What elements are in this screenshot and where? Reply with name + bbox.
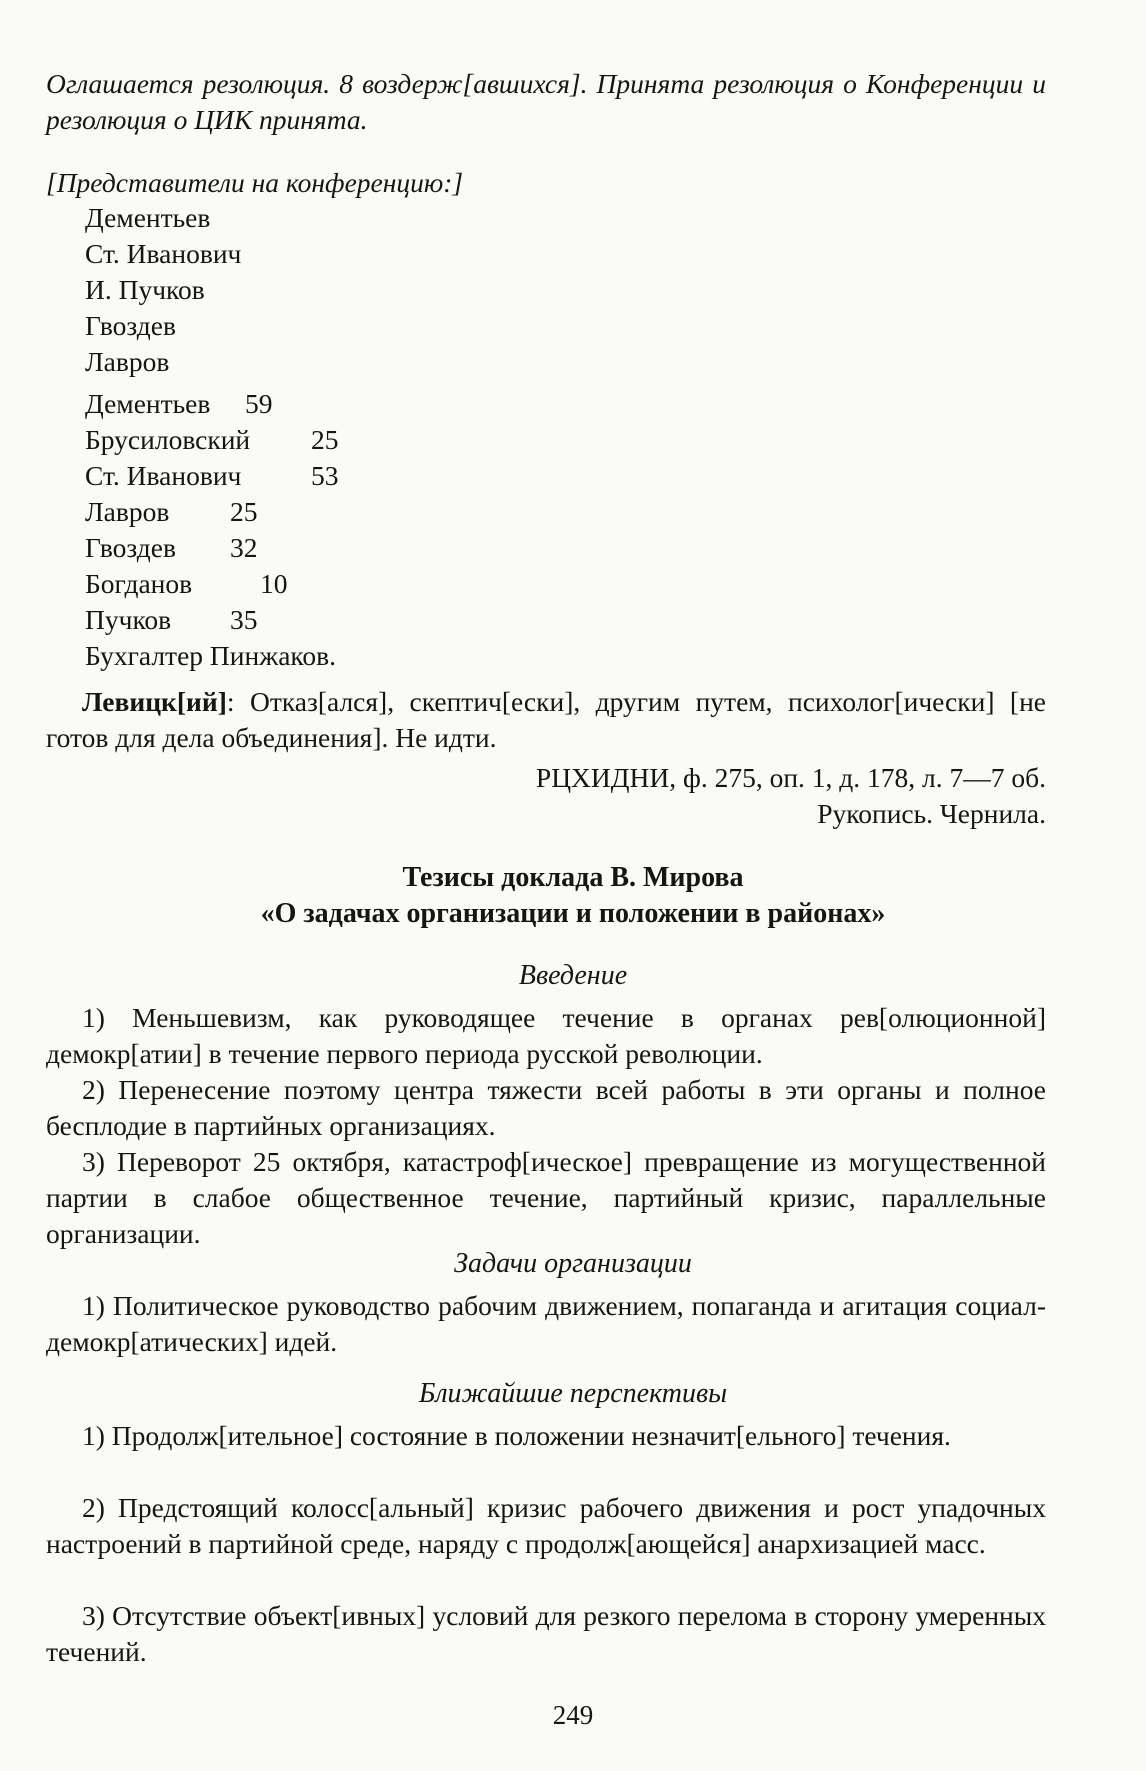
vote-name: Ст. Иванович [85, 460, 242, 491]
delegate-name: Ст. Иванович [85, 238, 242, 269]
vote-row [85, 494, 258, 530]
intro-item: 2) Перенесение поэтому центра тяжести всей работы в эти органы и полное бесплодие в партийных организациях. [46, 1074, 1046, 1141]
delegate-name: Дементьев [85, 202, 211, 233]
vote-name: Лавров [85, 496, 170, 527]
resolution-note: Оглашается резолюция. 8 воздерж[авшихся]. Принята резолюция о Конференции и резолюция о ЦИК принята. [46, 68, 1046, 135]
vote-row [85, 530, 258, 566]
prospect-item: 1) Продолж[ительное] состояние в положении незначит[ельного] течения. [82, 1420, 951, 1451]
archive-reference: РЦХИДНИ, ф. 275, оп. 1, д. 178, л. 7—7 об. [535, 762, 1046, 793]
section-intro-heading: Введение [518, 960, 628, 991]
levitsky-name: Левицк[ий] [82, 686, 227, 717]
vote-count: 53 [311, 460, 339, 491]
task-item: 1) Политическое руководство рабочим движением, попаганда и агитация социал-демокр[атических] идей. [46, 1290, 1046, 1357]
vote-count: 25 [230, 496, 258, 527]
intro-item: 3) Переворот 25 октября, катастроф[ическое] превращение из могущественной партии в слабое общественное течение, партийный кризис, параллельные организации. [46, 1146, 1046, 1249]
vote-name: Богданов [85, 568, 193, 599]
delegates-heading: [Представители на конференцию:] [46, 167, 464, 198]
vote-name: Гвоздев [85, 532, 176, 563]
vote-row [85, 602, 258, 638]
delegate-name: Лавров [85, 346, 170, 377]
prospect-item: 2) Предстоящий колосс[альный] кризис рабочего движения и рост упадочных настроений в партийной среде, наряду с продолж[ающейся] анархизацией масс. [46, 1492, 1046, 1559]
vote-count: 10 [260, 568, 288, 599]
section-prospects-heading: Ближайшие перспективы [418, 1378, 728, 1409]
page-number: 249 [552, 1700, 594, 1730]
levitsky-text: : Отказ[ался], скептич[ески], другим путем, психолог[ически] [не готов для дела объединения]. Не идти. [46, 686, 1046, 753]
vote-count: 25 [311, 424, 339, 455]
levitsky-note [46, 684, 1046, 756]
vote-count: 32 [230, 532, 258, 563]
vote-row [85, 458, 339, 494]
vote-name: Брусиловский [85, 424, 251, 455]
intro-item: 1) Меньшевизм, как руководящее течение в органах рев[олюционной] демокр[атии] в течение первого периода русской революции. [46, 1002, 1046, 1069]
vote-count: 35 [230, 604, 258, 635]
accountant-line: Бухгалтер Пинжаков. [85, 640, 336, 671]
vote-row [85, 422, 339, 458]
vote-row [85, 386, 273, 422]
thesis-title: Тезисы доклада В. Мирова [402, 862, 744, 893]
section-tasks-heading: Задачи организации [454, 1248, 692, 1279]
prospect-item: 3) Отсутствие объект[ивных] условий для резкого перелома в сторону умеренных течений. [46, 1600, 1046, 1667]
manuscript-note: Рукопись. Чернила. [817, 798, 1046, 829]
thesis-subtitle: «О задачах организации и положении в районах» [260, 898, 886, 929]
delegate-name: Гвоздев [85, 310, 176, 341]
vote-name: Дементьев [85, 388, 211, 419]
vote-name: Пучков [85, 604, 172, 635]
vote-count: 59 [245, 388, 273, 419]
vote-row [85, 566, 288, 602]
delegate-name: И. Пучков [85, 274, 205, 305]
